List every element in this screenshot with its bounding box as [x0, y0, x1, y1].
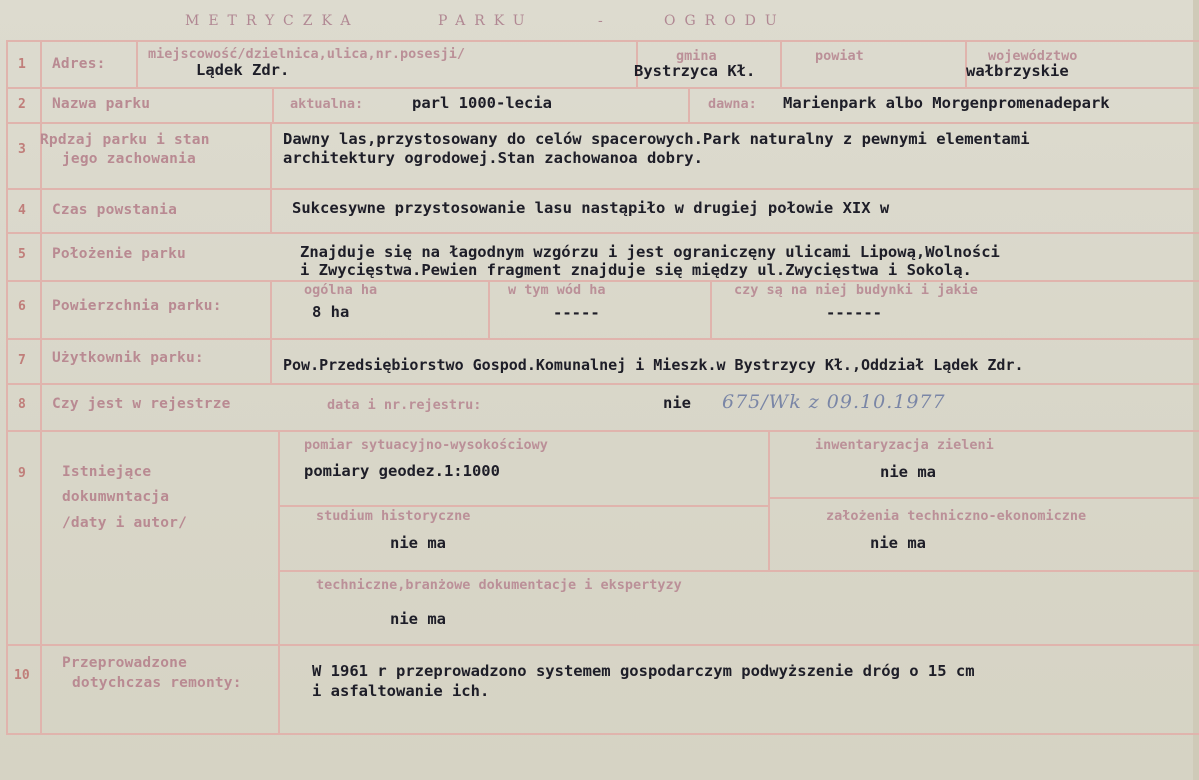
rule — [6, 232, 1199, 234]
card-title-right: OGRODU — [664, 13, 786, 29]
register-caption: data i nr.rejestru: — [327, 397, 482, 413]
rule — [768, 430, 770, 570]
rule — [6, 87, 1199, 89]
card-title-left: METRYCZKA — [185, 13, 360, 29]
locality-value: Lądek Zdr. — [196, 61, 290, 79]
rule — [270, 280, 272, 338]
water-area-caption: w tym wód ha — [508, 282, 606, 298]
row-number: 4 — [18, 203, 26, 218]
buildings-caption: czy są na niej budynki i jakie — [734, 282, 978, 298]
documentation-label: /daty i autor/ — [62, 515, 188, 531]
history-study-caption: studium historyczne — [316, 508, 471, 524]
register-handwritten-note: 675/Wk z 09.10.1977 — [722, 391, 946, 413]
rule — [278, 570, 1199, 572]
rule — [780, 40, 782, 87]
row-number: 8 — [18, 397, 26, 412]
card-title-dash: - — [598, 13, 612, 29]
current-name-value: parl 1000-lecia — [412, 94, 552, 112]
rule — [6, 188, 1199, 190]
locality-caption: miejscowość/dzielnica,ulica,nr.posesji/ — [148, 46, 465, 62]
register-value: nie — [663, 394, 691, 412]
rule — [6, 122, 1199, 124]
voivodeship-value: wałbrzyskie — [966, 62, 1069, 80]
greenery-caption: inwentaryzacja zieleni — [815, 437, 994, 453]
rule — [768, 497, 1199, 499]
current-name-caption: aktualna: — [290, 96, 364, 112]
rule — [488, 282, 490, 338]
voivodeship-caption: województwo — [988, 48, 1078, 64]
rule — [270, 122, 272, 233]
renovations-label: dotychczas remonty: — [72, 675, 242, 691]
rule — [6, 733, 1199, 735]
creation-time-value: Sukcesywne przystosowanie lasu nastąpiło w drugiej połowie XIX w — [292, 199, 890, 217]
renovations-label: Przeprowadzone — [62, 655, 188, 671]
row-number: 3 — [18, 142, 26, 157]
technical-docs-caption: techniczne,branżowe dokumentacje i ekspertyzy — [316, 577, 682, 593]
rule — [6, 644, 1199, 646]
rule — [278, 505, 768, 507]
park-type-value: architektury ogrodowej.Stan zachowanoa dobry. — [283, 149, 703, 167]
tech-econ-caption: założenia techniczno-ekonomiczne — [826, 508, 1087, 524]
gmina-value: Bystrzyca Kł. — [634, 62, 756, 80]
rule — [6, 40, 8, 733]
technical-docs-value: nie ma — [390, 610, 446, 628]
former-name-caption: dawna: — [708, 96, 757, 112]
renovations-value: W 1961 r przeprowadzono systemem gospodarczym podwyższenie dróg o 15 cm — [312, 662, 975, 680]
rule — [6, 40, 1199, 42]
rule — [136, 40, 138, 87]
park-type-label: Rpdzaj parku i stan — [40, 132, 210, 148]
card-edge — [1193, 0, 1199, 780]
greenery-value: nie ma — [880, 463, 936, 481]
history-study-value: nie ma — [390, 534, 446, 552]
park-user-label: Użytkownik parku: — [52, 350, 204, 366]
rule — [6, 338, 1199, 340]
survey-value: pomiary geodez.1:1000 — [304, 462, 500, 480]
row-number: 10 — [14, 668, 30, 683]
tech-econ-value: nie ma — [870, 534, 926, 552]
buildings-value: ------ — [826, 304, 882, 322]
renovations-value: i asfaltowanie ich. — [312, 682, 490, 700]
documentation-label: dokumwntacja — [62, 489, 170, 505]
survey-caption: pomiar sytuacyjno-wysokościowy — [304, 437, 548, 453]
rule — [6, 383, 1199, 385]
rule — [272, 87, 274, 122]
total-area-value: 8 ha — [312, 303, 350, 321]
row-number: 5 — [18, 247, 26, 262]
rule — [6, 430, 1199, 432]
register-label: Czy jest w rejestrze — [52, 396, 231, 412]
powiat-caption: powiat — [815, 48, 864, 64]
row-number: 6 — [18, 299, 26, 314]
documentation-label: Istniejące — [62, 464, 152, 480]
rule — [688, 87, 690, 122]
area-label: Powierzchnia parku: — [52, 298, 222, 314]
rule — [270, 338, 272, 383]
park-name-label: Nazwa parku — [52, 96, 151, 112]
row-number: 1 — [18, 57, 26, 72]
location-value: Znajduje się na łagodnym wzgórzu i jest ograniczęny ulicami Lipową,Wolności — [300, 243, 1000, 261]
row-number: 2 — [18, 97, 26, 112]
former-name-value: Marienpark albo Morgenpromenadepark — [783, 94, 1110, 112]
park-type-value: Dawny las,przystosowany do celów spacerowych.Park naturalny z pewnymi elementami — [283, 130, 1030, 148]
park-user-value: Pow.Przedsiębiorstwo Gospod.Komunalnej i Mieszk.w Bystrzycy Kł.,Oddział Lądek Zdr. — [283, 356, 1024, 374]
water-area-value: ----- — [553, 304, 600, 322]
total-area-caption: ogólna ha — [304, 282, 378, 298]
location-label: Położenie parku — [52, 246, 186, 262]
location-value: i Zwycięstwa.Pewien fragment znajduje się między ul.Zwycięstwa i Sokolą. — [300, 261, 972, 279]
address-label: Adres: — [52, 56, 106, 72]
park-type-label: jego zachowania — [62, 151, 196, 167]
row-number: 7 — [18, 353, 26, 368]
row-number: 9 — [18, 466, 26, 481]
card-title-mid: PARKU — [438, 13, 534, 29]
creation-time-label: Czas powstania — [52, 202, 178, 218]
gmina-caption: gmina — [676, 48, 717, 64]
rule — [278, 430, 280, 733]
rule — [710, 282, 712, 338]
